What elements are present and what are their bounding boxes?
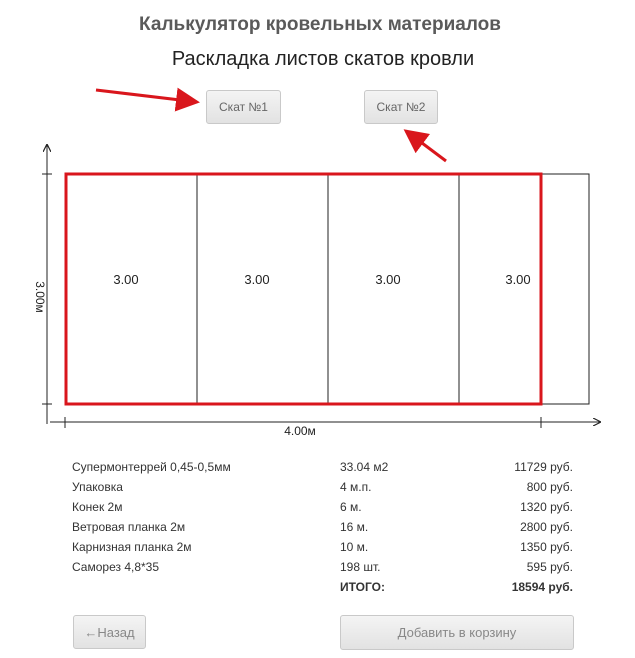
sheet-4-length: 3.00 xyxy=(505,272,531,287)
sheet-2 xyxy=(197,174,328,404)
sheet-4 xyxy=(459,174,589,404)
sheet-1-length: 3.00 xyxy=(113,272,139,287)
table-row xyxy=(72,517,573,537)
material-qty: 33.04 м2 xyxy=(340,460,389,474)
material-qty: 16 м. xyxy=(340,520,369,534)
material-qty: 4 м.п. xyxy=(340,480,372,494)
total-row xyxy=(72,577,573,597)
material-name: Конек 2м xyxy=(72,500,123,514)
material-name: Супермонтеррей 0,45-0,5мм xyxy=(72,460,231,474)
add-to-cart-button[interactable]: Добавить в корзину xyxy=(340,615,574,650)
height-dimension-label: 3.00м xyxy=(33,281,47,313)
page-subtitle: Раскладка листов скатов кровли xyxy=(171,48,475,70)
sheet-3 xyxy=(328,174,459,404)
table-row xyxy=(72,497,573,517)
material-price: 1350 руб. xyxy=(520,540,573,554)
table-row xyxy=(72,557,573,577)
annotation-arrow-slope-2 xyxy=(406,131,446,161)
material-price: 11729 руб. xyxy=(514,460,573,474)
table-row xyxy=(72,457,573,477)
width-dimension-label: 4.00м xyxy=(284,424,316,438)
sheet-3-length: 3.00 xyxy=(375,272,401,287)
slope-1-button[interactable]: Скат №1 xyxy=(206,90,281,124)
back-button[interactable]: ←Назад xyxy=(73,615,146,649)
annotation-arrow-slope-1 xyxy=(96,90,197,102)
material-price: 595 руб. xyxy=(526,560,573,574)
material-qty: 6 м. xyxy=(340,500,362,514)
table-row xyxy=(72,537,573,557)
material-name: Саморез 4,8*35 xyxy=(72,560,160,574)
total-label: ИТОГО: xyxy=(340,580,385,594)
material-price: 1320 руб. xyxy=(520,500,573,514)
slope-2-button[interactable]: Скат №2 xyxy=(364,90,438,124)
material-qty: 198 шт. xyxy=(340,560,381,574)
material-qty: 10 м. xyxy=(340,540,369,554)
table-row xyxy=(72,477,573,497)
materials-table xyxy=(72,457,573,597)
total-value: 18594 руб. xyxy=(511,580,573,594)
material-name: Карнизная планка 2м xyxy=(72,540,192,554)
material-price: 800 руб. xyxy=(526,480,573,494)
slope-outline xyxy=(66,174,541,404)
material-name: Ветровая планка 2м xyxy=(72,520,186,534)
sheet-1 xyxy=(66,174,197,404)
page-title: Калькулятор кровельных материалов xyxy=(139,14,501,35)
sheet-2-length: 3.00 xyxy=(244,272,270,287)
total-spacer xyxy=(72,577,340,597)
material-price: 2800 руб. xyxy=(520,520,573,534)
material-name: Упаковка xyxy=(72,480,123,494)
